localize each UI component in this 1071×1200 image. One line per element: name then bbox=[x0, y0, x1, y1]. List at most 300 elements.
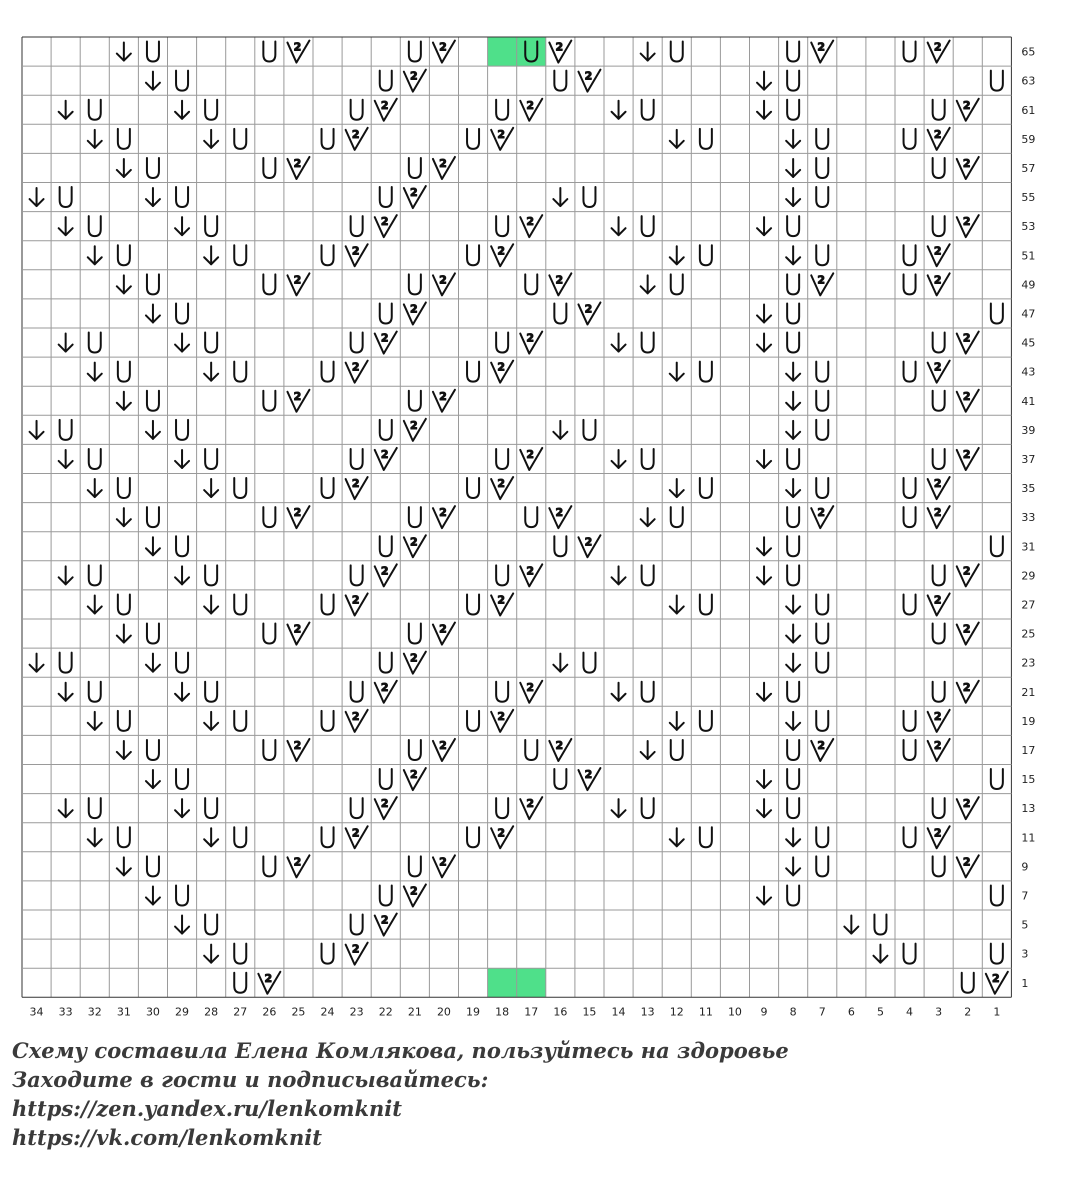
double-decrease-icon bbox=[957, 390, 979, 412]
down-arrow-icon bbox=[786, 392, 800, 410]
down-arrow-icon bbox=[204, 246, 218, 264]
column-label: 19 bbox=[466, 1005, 481, 1019]
yarn-over-icon bbox=[322, 594, 334, 614]
double-decrease-label: 2 bbox=[410, 418, 418, 432]
yarn-over-icon bbox=[351, 216, 363, 236]
down-arrow-icon bbox=[59, 217, 73, 235]
column-label: 7 bbox=[818, 1005, 826, 1019]
yarn-over-icon bbox=[787, 71, 799, 91]
yarn-over-icon bbox=[409, 624, 421, 644]
double-decrease-icon bbox=[433, 739, 455, 761]
down-arrow-icon bbox=[146, 537, 160, 555]
down-arrow-icon bbox=[641, 508, 655, 526]
down-arrow-icon bbox=[59, 799, 73, 817]
down-arrow-icon bbox=[786, 130, 800, 148]
down-arrow-icon bbox=[146, 304, 160, 322]
double-decrease-icon bbox=[549, 41, 571, 63]
yarn-over-icon bbox=[554, 769, 566, 789]
double-decrease-label: 2 bbox=[584, 768, 593, 782]
yarn-over-icon bbox=[176, 187, 188, 207]
down-arrow-icon bbox=[117, 275, 131, 293]
chart-symbols bbox=[30, 41, 1008, 994]
yarn-over-icon bbox=[234, 944, 246, 964]
down-arrow-icon bbox=[786, 828, 800, 846]
yarn-over-icon bbox=[904, 245, 916, 265]
row-label: 29 bbox=[1021, 569, 1036, 583]
double-decrease-label: 2 bbox=[497, 477, 505, 491]
yarn-over-icon bbox=[671, 42, 683, 62]
yarn-over-icon bbox=[787, 42, 799, 62]
double-decrease-label: 2 bbox=[962, 447, 971, 461]
yarn-over-icon bbox=[467, 362, 479, 382]
column-label: 13 bbox=[640, 1005, 655, 1019]
double-decrease-label: 2 bbox=[293, 273, 302, 287]
double-decrease-label: 2 bbox=[439, 855, 447, 869]
double-decrease-icon bbox=[346, 593, 368, 615]
down-arrow-icon bbox=[757, 217, 771, 235]
yarn-over-icon bbox=[787, 507, 799, 527]
double-decrease-icon bbox=[404, 70, 426, 92]
double-decrease-icon bbox=[928, 826, 950, 848]
down-arrow-icon bbox=[59, 566, 73, 584]
yarn-over-icon bbox=[787, 740, 799, 760]
down-arrow-icon bbox=[204, 363, 218, 381]
yarn-over-icon bbox=[380, 769, 392, 789]
down-arrow-icon bbox=[146, 188, 160, 206]
double-decrease-label: 2 bbox=[497, 244, 505, 258]
yarn-over-icon bbox=[147, 391, 159, 411]
yarn-over-icon bbox=[554, 536, 566, 556]
double-decrease-label: 2 bbox=[497, 360, 505, 374]
yarn-over-icon bbox=[496, 682, 508, 702]
down-arrow-icon bbox=[612, 334, 626, 352]
column-labels bbox=[30, 1005, 1001, 1018]
double-decrease-icon bbox=[957, 448, 979, 470]
column-label: 4 bbox=[906, 1005, 914, 1019]
yarn-over-icon bbox=[147, 624, 159, 644]
chart-row bbox=[146, 768, 1003, 790]
yarn-over-icon bbox=[409, 740, 421, 760]
yarn-over-icon bbox=[147, 274, 159, 294]
double-decrease-label: 2 bbox=[351, 826, 360, 840]
row-label: 1 bbox=[1021, 976, 1029, 990]
chart-row bbox=[88, 826, 950, 848]
double-decrease-icon bbox=[375, 215, 397, 237]
down-arrow-icon bbox=[30, 421, 44, 439]
caption bbox=[12, 1036, 1062, 1152]
double-decrease-label: 2 bbox=[439, 389, 447, 403]
yarn-over-icon bbox=[205, 682, 217, 702]
double-decrease-label: 2 bbox=[933, 709, 942, 723]
yarn-over-icon bbox=[118, 594, 130, 614]
double-decrease-icon bbox=[957, 157, 979, 179]
yarn-over-icon bbox=[147, 507, 159, 527]
down-arrow-icon bbox=[88, 828, 102, 846]
yarn-over-icon bbox=[467, 827, 479, 847]
double-decrease-icon bbox=[404, 768, 426, 790]
double-decrease-icon bbox=[375, 681, 397, 703]
row-label: 13 bbox=[1021, 802, 1036, 816]
row-label: 61 bbox=[1021, 103, 1036, 117]
yarn-over-icon bbox=[467, 129, 479, 149]
yarn-over-icon bbox=[816, 129, 828, 149]
yarn-over-icon bbox=[787, 333, 799, 353]
double-decrease-label: 2 bbox=[410, 69, 418, 83]
yarn-over-icon bbox=[496, 449, 508, 469]
double-decrease-icon bbox=[578, 302, 600, 324]
yarn-over-icon bbox=[176, 536, 188, 556]
yarn-over-icon bbox=[671, 274, 683, 294]
yarn-over-icon bbox=[904, 478, 916, 498]
double-decrease-icon bbox=[491, 361, 513, 383]
double-decrease-icon bbox=[491, 244, 513, 266]
double-decrease-label: 2 bbox=[439, 40, 447, 54]
row-label: 41 bbox=[1021, 394, 1036, 408]
row-labels bbox=[1021, 46, 1035, 990]
yarn-over-icon bbox=[962, 973, 974, 993]
yarn-over-icon bbox=[554, 303, 566, 323]
down-arrow-icon bbox=[553, 421, 567, 439]
down-arrow-icon bbox=[786, 159, 800, 177]
double-decrease-icon bbox=[375, 914, 397, 936]
yarn-over-icon bbox=[263, 274, 275, 294]
double-decrease-icon bbox=[549, 739, 571, 761]
double-decrease-label: 2 bbox=[962, 215, 971, 229]
double-decrease-label: 2 bbox=[555, 273, 564, 287]
yarn-over-icon bbox=[118, 478, 130, 498]
column-label: 28 bbox=[204, 1005, 219, 1019]
row-label: 5 bbox=[1021, 918, 1029, 932]
yarn-over-icon bbox=[322, 245, 334, 265]
chart-row bbox=[88, 361, 950, 383]
double-decrease-icon bbox=[404, 419, 426, 441]
double-decrease-icon bbox=[346, 361, 368, 383]
double-decrease-label: 2 bbox=[351, 709, 360, 723]
yarn-over-icon bbox=[583, 420, 595, 440]
double-decrease-label: 2 bbox=[351, 360, 360, 374]
column-label: 23 bbox=[349, 1005, 364, 1019]
column-label: 20 bbox=[436, 1005, 451, 1019]
yarn-over-icon bbox=[205, 216, 217, 236]
column-label: 26 bbox=[262, 1005, 277, 1019]
chart-row bbox=[117, 739, 950, 761]
yarn-over-icon bbox=[787, 449, 799, 469]
row-label: 17 bbox=[1021, 743, 1036, 757]
yarn-over-icon bbox=[816, 362, 828, 382]
yarn-over-icon bbox=[787, 682, 799, 702]
yarn-over-icon bbox=[991, 536, 1003, 556]
double-decrease-label: 2 bbox=[555, 738, 564, 752]
yarn-over-icon bbox=[991, 71, 1003, 91]
yarn-over-icon bbox=[991, 885, 1003, 905]
down-arrow-icon bbox=[204, 828, 218, 846]
column-label: 33 bbox=[58, 1005, 73, 1019]
yarn-over-icon bbox=[787, 769, 799, 789]
chart-row bbox=[117, 273, 950, 295]
double-decrease-icon bbox=[433, 623, 455, 645]
double-decrease-icon bbox=[520, 215, 542, 237]
down-arrow-icon bbox=[757, 770, 771, 788]
yarn-over-icon bbox=[496, 100, 508, 120]
yarn-over-icon bbox=[874, 915, 886, 935]
double-decrease-icon bbox=[433, 390, 455, 412]
down-arrow-icon bbox=[117, 857, 131, 875]
down-arrow-icon bbox=[757, 886, 771, 904]
yarn-over-icon bbox=[642, 798, 654, 818]
double-decrease-icon bbox=[578, 535, 600, 557]
down-arrow-icon bbox=[757, 566, 771, 584]
yarn-over-icon bbox=[525, 507, 537, 527]
yarn-over-icon bbox=[904, 42, 916, 62]
down-arrow-icon bbox=[670, 712, 684, 730]
double-decrease-icon bbox=[928, 361, 950, 383]
double-decrease-icon bbox=[957, 564, 979, 586]
row-label: 27 bbox=[1021, 598, 1036, 612]
column-label: 21 bbox=[407, 1005, 422, 1019]
down-arrow-icon bbox=[146, 886, 160, 904]
yarn-over-icon bbox=[409, 42, 421, 62]
down-arrow-icon bbox=[204, 945, 218, 963]
yarn-over-icon bbox=[89, 100, 101, 120]
double-decrease-label: 2 bbox=[584, 69, 593, 83]
yarn-over-icon bbox=[904, 944, 916, 964]
double-decrease-icon bbox=[957, 99, 979, 121]
yarn-over-icon bbox=[496, 565, 508, 585]
chart-row bbox=[117, 157, 979, 179]
column-label: 3 bbox=[935, 1005, 943, 1019]
double-decrease-icon bbox=[928, 128, 950, 150]
yarn-over-icon bbox=[176, 653, 188, 673]
double-decrease-label: 2 bbox=[555, 506, 564, 520]
double-decrease-label: 2 bbox=[410, 768, 418, 782]
yarn-over-icon bbox=[89, 333, 101, 353]
yarn-over-icon bbox=[700, 478, 712, 498]
yarn-over-icon bbox=[147, 740, 159, 760]
yarn-over-icon bbox=[554, 71, 566, 91]
highlight-cell bbox=[488, 37, 517, 66]
row-label: 57 bbox=[1021, 161, 1036, 175]
chart-row bbox=[146, 535, 1003, 557]
yarn-over-icon bbox=[322, 362, 334, 382]
double-decrease-icon bbox=[346, 477, 368, 499]
yarn-over-icon bbox=[904, 507, 916, 527]
yarn-over-icon bbox=[351, 798, 363, 818]
down-arrow-icon bbox=[553, 654, 567, 672]
double-decrease-label: 2 bbox=[526, 331, 535, 345]
yarn-over-icon bbox=[380, 536, 392, 556]
down-arrow-icon bbox=[670, 595, 684, 613]
yarn-over-icon bbox=[205, 565, 217, 585]
column-label: 14 bbox=[611, 1005, 626, 1019]
down-arrow-icon bbox=[786, 421, 800, 439]
row-label: 43 bbox=[1021, 365, 1036, 379]
double-decrease-label: 2 bbox=[439, 738, 447, 752]
row-label: 25 bbox=[1021, 627, 1036, 641]
yarn-over-icon bbox=[263, 740, 275, 760]
yarn-over-icon bbox=[467, 594, 479, 614]
double-decrease-label: 2 bbox=[555, 40, 564, 54]
row-label: 33 bbox=[1021, 511, 1036, 525]
chart-row bbox=[117, 855, 979, 877]
yarn-over-icon bbox=[904, 827, 916, 847]
row-label: 49 bbox=[1021, 278, 1036, 292]
double-decrease-label: 2 bbox=[293, 622, 302, 636]
yarn-over-icon bbox=[205, 915, 217, 935]
down-arrow-icon bbox=[786, 188, 800, 206]
yarn-over-icon bbox=[351, 682, 363, 702]
double-decrease-label: 2 bbox=[380, 331, 389, 345]
down-arrow-icon bbox=[786, 595, 800, 613]
yarn-over-icon bbox=[904, 594, 916, 614]
double-decrease-icon bbox=[375, 448, 397, 470]
down-arrow-icon bbox=[844, 916, 858, 934]
double-decrease-icon bbox=[346, 826, 368, 848]
column-label: 22 bbox=[378, 1005, 393, 1019]
yarn-over-icon bbox=[787, 274, 799, 294]
yarn-over-icon bbox=[467, 711, 479, 731]
yarn-over-icon bbox=[816, 653, 828, 673]
yarn-over-icon bbox=[176, 885, 188, 905]
yarn-over-icon bbox=[642, 565, 654, 585]
yarn-over-icon bbox=[176, 420, 188, 440]
double-decrease-icon bbox=[375, 99, 397, 121]
yarn-over-icon bbox=[234, 478, 246, 498]
yarn-over-icon bbox=[642, 216, 654, 236]
down-arrow-icon bbox=[175, 217, 189, 235]
down-arrow-icon bbox=[786, 246, 800, 264]
yarn-over-icon bbox=[904, 129, 916, 149]
down-arrow-icon bbox=[757, 537, 771, 555]
double-decrease-icon bbox=[287, 623, 309, 645]
yarn-over-icon bbox=[380, 71, 392, 91]
yarn-over-icon bbox=[89, 682, 101, 702]
yarn-over-icon bbox=[787, 100, 799, 120]
caption-link-zen[interactable]: https://zen.yandex.ru/lenkomknit bbox=[12, 1096, 402, 1121]
down-arrow-icon bbox=[175, 450, 189, 468]
double-decrease-label: 2 bbox=[817, 506, 826, 520]
down-arrow-icon bbox=[117, 741, 131, 759]
down-arrow-icon bbox=[204, 595, 218, 613]
row-label: 19 bbox=[1021, 714, 1036, 728]
double-decrease-label: 2 bbox=[526, 447, 535, 461]
double-decrease-icon bbox=[346, 128, 368, 150]
double-decrease-icon bbox=[404, 302, 426, 324]
chart-row bbox=[146, 70, 1003, 92]
down-arrow-icon bbox=[30, 188, 44, 206]
double-decrease-icon bbox=[549, 506, 571, 528]
down-arrow-icon bbox=[146, 770, 160, 788]
double-decrease-label: 2 bbox=[933, 593, 942, 607]
caption-link-vk[interactable]: https://vk.com/lenkomknit bbox=[12, 1125, 322, 1150]
yarn-over-icon bbox=[816, 245, 828, 265]
yarn-over-icon bbox=[60, 420, 72, 440]
row-label: 59 bbox=[1021, 132, 1036, 146]
double-decrease-label: 2 bbox=[933, 506, 942, 520]
yarn-over-icon bbox=[642, 682, 654, 702]
row-label: 51 bbox=[1021, 249, 1036, 263]
double-decrease-icon bbox=[491, 710, 513, 732]
double-decrease-label: 2 bbox=[962, 680, 971, 694]
down-arrow-icon bbox=[30, 654, 44, 672]
double-decrease-label: 2 bbox=[380, 447, 389, 461]
double-decrease-label: 2 bbox=[293, 40, 302, 54]
down-arrow-icon bbox=[612, 450, 626, 468]
yarn-over-icon bbox=[89, 449, 101, 469]
column-label: 10 bbox=[727, 1005, 742, 1019]
row-label: 23 bbox=[1021, 656, 1036, 670]
yarn-over-icon bbox=[816, 478, 828, 498]
down-arrow-icon bbox=[175, 566, 189, 584]
down-arrow-icon bbox=[612, 799, 626, 817]
double-decrease-icon bbox=[928, 506, 950, 528]
yarn-over-icon bbox=[700, 711, 712, 731]
double-decrease-icon bbox=[928, 710, 950, 732]
double-decrease-icon bbox=[258, 972, 280, 994]
double-decrease-icon bbox=[433, 41, 455, 63]
column-label: 15 bbox=[582, 1005, 597, 1019]
double-decrease-label: 2 bbox=[380, 797, 389, 811]
column-label: 2 bbox=[964, 1005, 972, 1019]
down-arrow-icon bbox=[146, 421, 160, 439]
down-arrow-icon bbox=[757, 683, 771, 701]
yarn-over-icon bbox=[380, 420, 392, 440]
highlight-cell bbox=[488, 968, 517, 997]
yarn-over-icon bbox=[816, 827, 828, 847]
double-decrease-label: 2 bbox=[933, 738, 942, 752]
double-decrease-label: 2 bbox=[962, 797, 971, 811]
double-decrease-label: 2 bbox=[497, 593, 505, 607]
yarn-over-icon bbox=[671, 740, 683, 760]
down-arrow-icon bbox=[88, 479, 102, 497]
down-arrow-icon bbox=[204, 479, 218, 497]
column-label: 32 bbox=[87, 1005, 102, 1019]
double-decrease-icon bbox=[375, 797, 397, 819]
double-decrease-icon bbox=[520, 448, 542, 470]
row-label: 7 bbox=[1021, 889, 1029, 903]
chart-row bbox=[234, 972, 1008, 994]
row-label: 37 bbox=[1021, 452, 1036, 466]
double-decrease-label: 2 bbox=[410, 651, 418, 665]
column-label: 9 bbox=[760, 1005, 768, 1019]
double-decrease-icon bbox=[287, 41, 309, 63]
double-decrease-icon bbox=[520, 99, 542, 121]
yarn-over-icon bbox=[322, 944, 334, 964]
down-arrow-icon bbox=[175, 101, 189, 119]
yarn-over-icon bbox=[118, 129, 130, 149]
double-decrease-label: 2 bbox=[293, 389, 302, 403]
yarn-over-icon bbox=[409, 856, 421, 876]
double-decrease-label: 2 bbox=[526, 215, 535, 229]
double-decrease-icon bbox=[549, 273, 571, 295]
yarn-over-icon bbox=[351, 449, 363, 469]
yarn-over-icon bbox=[583, 187, 595, 207]
double-decrease-icon bbox=[404, 186, 426, 208]
column-label: 18 bbox=[495, 1005, 510, 1019]
double-decrease-label: 2 bbox=[933, 244, 942, 258]
yarn-over-icon bbox=[933, 333, 945, 353]
yarn-over-icon bbox=[322, 478, 334, 498]
double-decrease-label: 2 bbox=[962, 331, 971, 345]
double-decrease-label: 2 bbox=[497, 709, 505, 723]
double-decrease-icon bbox=[287, 855, 309, 877]
chart-row bbox=[175, 914, 886, 936]
double-decrease-label: 2 bbox=[351, 127, 360, 141]
column-label: 6 bbox=[847, 1005, 855, 1019]
down-arrow-icon bbox=[641, 275, 655, 293]
yarn-over-icon bbox=[351, 915, 363, 935]
column-label: 16 bbox=[553, 1005, 568, 1019]
column-label: 31 bbox=[116, 1005, 131, 1019]
